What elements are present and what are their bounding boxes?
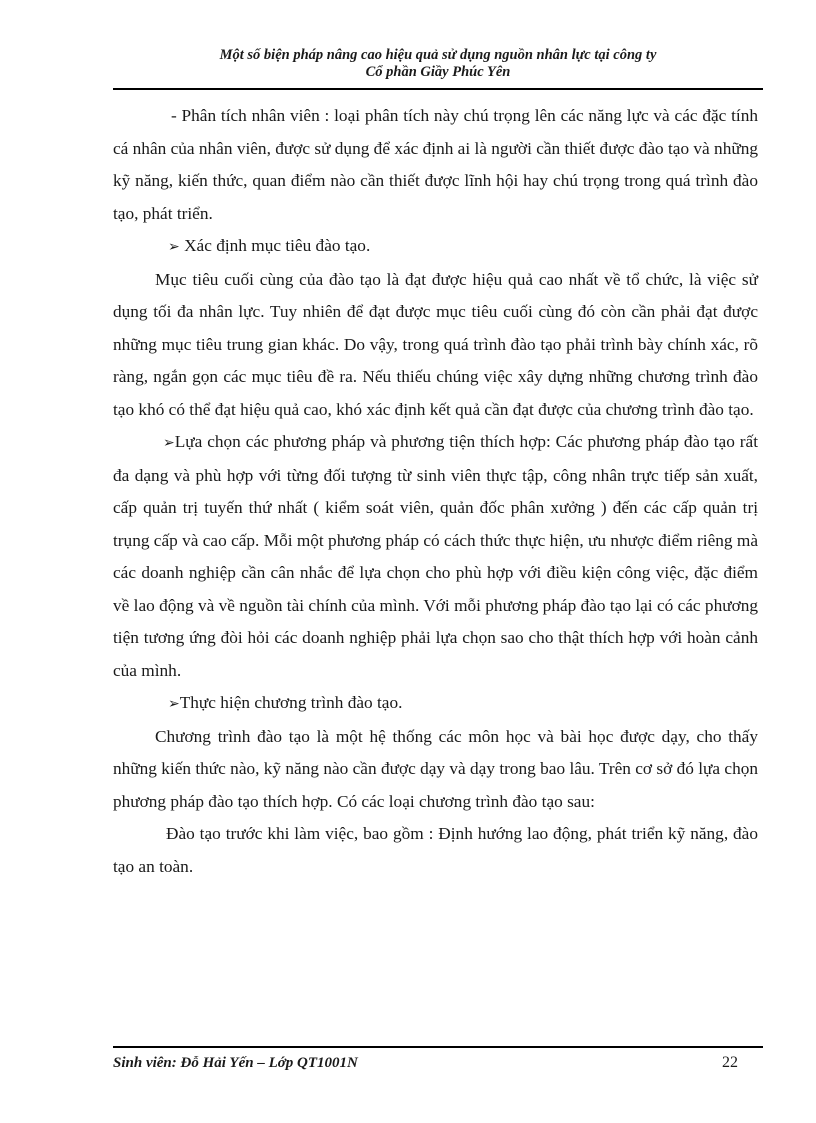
heading-training-objectives [113,230,758,264]
paragraph-methods-selection [113,426,758,687]
page-header [113,47,763,81]
paragraph-methods-selection-text: Lựa chọn các phương pháp và phương tiện thích hợp: Các phương pháp đào tạo rất đa dạng và phù hợp với từng đối tượng từ sinh viên thực tập, công nhân trực tiếp sản xuất, cấp quản trị tuyến thứ nhất ( kiểm soát viên, quản đốc phân xưởng ) đến các cấp quản trị trụng cấp và cao cấp. Mỗi một phương pháp có cách thức thực hiện, ưu nhược điểm riêng mà các doanh nghiệp cần cân nhắc để lựa chọn cho phù hợp với điều kiện công việc, đặc điểm về lao động và về nguồn tài chính của mình. Với mỗi phương pháp đào tạo lại có các phương tiện tương ứng đòi hỏi các doanh nghiệp phải lựa chọn sao cho thật thích hợp với hoàn cảnh của mình. [113,432,758,680]
page-number: 22 [722,1054,738,1071]
heading-program-implementation [113,687,758,721]
paragraph-employee-analysis: - Phân tích nhân viên : loại phân tích này chú trọng lên các năng lực và các đặc tính cá nhân của nhân viên, được sử dụng để xác định ai là người cần thiết được đào tạo và những kỹ năng, kiến thức, quan điểm nào cần thiết được lĩnh hội hay chú trọng trong quá trình đào tạo, phát triển. [113,106,758,223]
paragraph-training-objectives: Mục tiêu cuối cùng của đào tạo là đạt được hiệu quả cao nhất về tổ chức, là việc sử dụng tối đa nhân lực. Tuy nhiên để đạt được mục tiêu cuối cùng đó còn cần phải đạt được những mục tiêu trung gian khác. Do vậy, trong quá trình đào tạo phải trình bày chính xác, rõ ràng, ngắn gọn các mục tiêu đề ra. Nếu thiếu chúng việc xây dựng những chương trình đào tạo khó có thể đạt hiệu quả cao, khó xác định kết quả cần đạt được của chương trình đào tạo. [113,269,758,419]
arrow-bullet-icon: ➢ [168,696,180,712]
heading-program-implementation-text: Thực hiện chương trình đào tạo. [179,693,403,712]
heading-training-objectives-text: Xác định mục tiêu đào tạo. [184,236,371,255]
footer-student-info: Sinh viên: Đỗ Hải Yến – Lớp QT1001N [113,1055,358,1071]
footer-divider [113,1046,763,1048]
header-title-line2: Cổ phần Giầy Phúc Yên [365,64,511,80]
paragraph-pre-work-training: Đào tạo trước khi làm việc, bao gồm : Định hướng lao động, phát triển kỹ năng, đào tạo an toàn. [113,824,758,876]
header-title-line1: Một số biện pháp nâng cao hiệu quả sử dụng nguồn nhân lực tại công ty [219,47,657,63]
arrow-bullet-icon: ➢ [163,435,175,451]
arrow-bullet-icon: ➢ [168,239,180,255]
document-body [113,100,758,883]
header-divider [113,88,763,90]
paragraph-training-program: Chương trình đào tạo là một hệ thống các môn học và bài học được dạy, cho thấy những kiến thức nào, kỹ năng nào cần được dạy và dạy trong bao lâu. Trên cơ sở đó lựa chọn phương pháp đào tạo thích hợp. Có các loại chương trình đào tạo sau: [113,726,758,811]
